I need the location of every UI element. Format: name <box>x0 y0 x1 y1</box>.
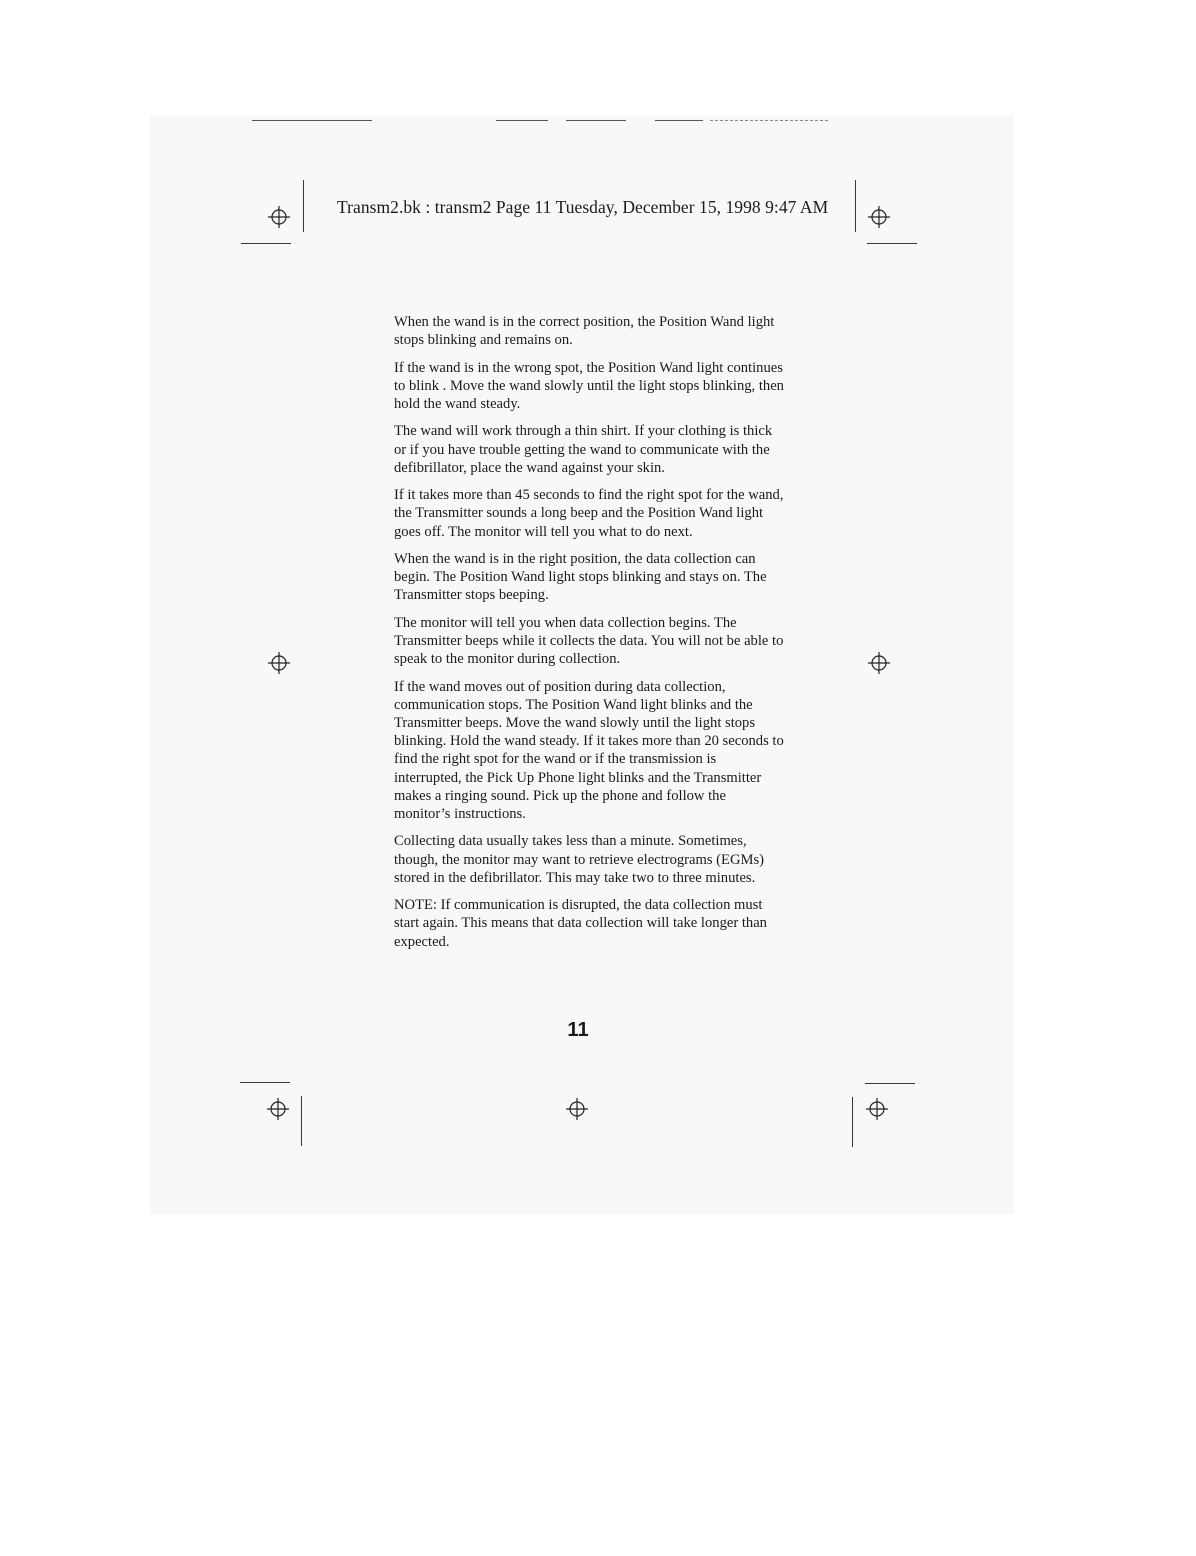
scan-artifact-line <box>655 120 703 121</box>
paragraph: If the wand moves out of position during data collection, communication stops. The Position Wand light blinks and the Transmitter beeps. Move the wand slowly until the light stops blinking. Hold the wand steady. If it takes more than 20 seconds to find the right spot for the wand or if the transmission is interrupted, the Pick Up Phone light blinks and the Transmitter makes a ringing sound. Pick up the phone and follow the monitor’s instructions. <box>394 678 784 822</box>
registration-crosshair-icon <box>868 652 890 674</box>
registration-crosshair-icon <box>268 652 290 674</box>
paragraph: If the wand is in the wrong spot, the Position Wand light continues to blink . Move the wand slowly until the light stops blinking, then hold the wand steady. <box>394 359 784 412</box>
crop-mark-top-left <box>303 180 304 232</box>
registration-crosshair-icon <box>268 206 290 228</box>
registration-crosshair-icon <box>566 1098 588 1120</box>
paragraph: The wand will work through a thin shirt. If your clothing is thick or if you have trouble getting the wand to communicate with the defibrillator, place the wand against your skin. <box>394 423 773 476</box>
scan-artifact-line <box>252 120 372 121</box>
registration-crosshair-icon <box>267 1098 289 1120</box>
paragraph: If it takes more than 45 seconds to find the right spot for the wand, the Transmitter sounds a long beep and the Position Wand light goes off. The monitor will tell you what to do next. <box>394 487 784 540</box>
crop-mark-bottom-left <box>301 1096 302 1146</box>
paragraph: When the wand is in the right position, the data collection can begin. The Position Wand light stops blinking and stays on. The Transmitter stops beeping. <box>394 550 767 604</box>
running-head: Transm2.bk : transm2 Page 11 Tuesday, December 15, 1998 9:47 AM <box>337 197 829 217</box>
crop-mark-bottom-right <box>852 1097 853 1147</box>
page-number: 11 <box>567 1019 589 1041</box>
paragraph: Collecting data usually takes less than a minute. Sometimes, though, the monitor may want to retrieve electrograms (EGMs) stored in the defibrillator. This may take two to three minutes. <box>394 833 765 886</box>
registration-crosshair-icon <box>868 206 890 228</box>
scan-artifact-line <box>710 120 828 121</box>
crop-mark-bottom-right <box>865 1083 915 1084</box>
scan-artifact-line <box>496 120 548 121</box>
crop-mark-top-right <box>867 243 917 244</box>
crop-mark-bottom-left <box>240 1082 290 1083</box>
paragraph: NOTE: If communication is disrupted, the data collection must start again. This means that data collection will take longer than expected. <box>394 897 767 950</box>
scan-artifact-line <box>566 120 626 121</box>
registration-crosshair-icon <box>866 1098 888 1120</box>
crop-mark-top-left <box>241 243 291 244</box>
paragraph: The monitor will tell you when data collection begins. The Transmitter beeps while it collects the data. You will not be able to speak to the monitor during collection. <box>394 614 784 668</box>
crop-mark-top-right <box>855 180 856 232</box>
paragraph: When the wand is in the correct position, the Position Wand light stops blinking and remains on. <box>394 314 775 349</box>
body-text <box>394 313 784 960</box>
